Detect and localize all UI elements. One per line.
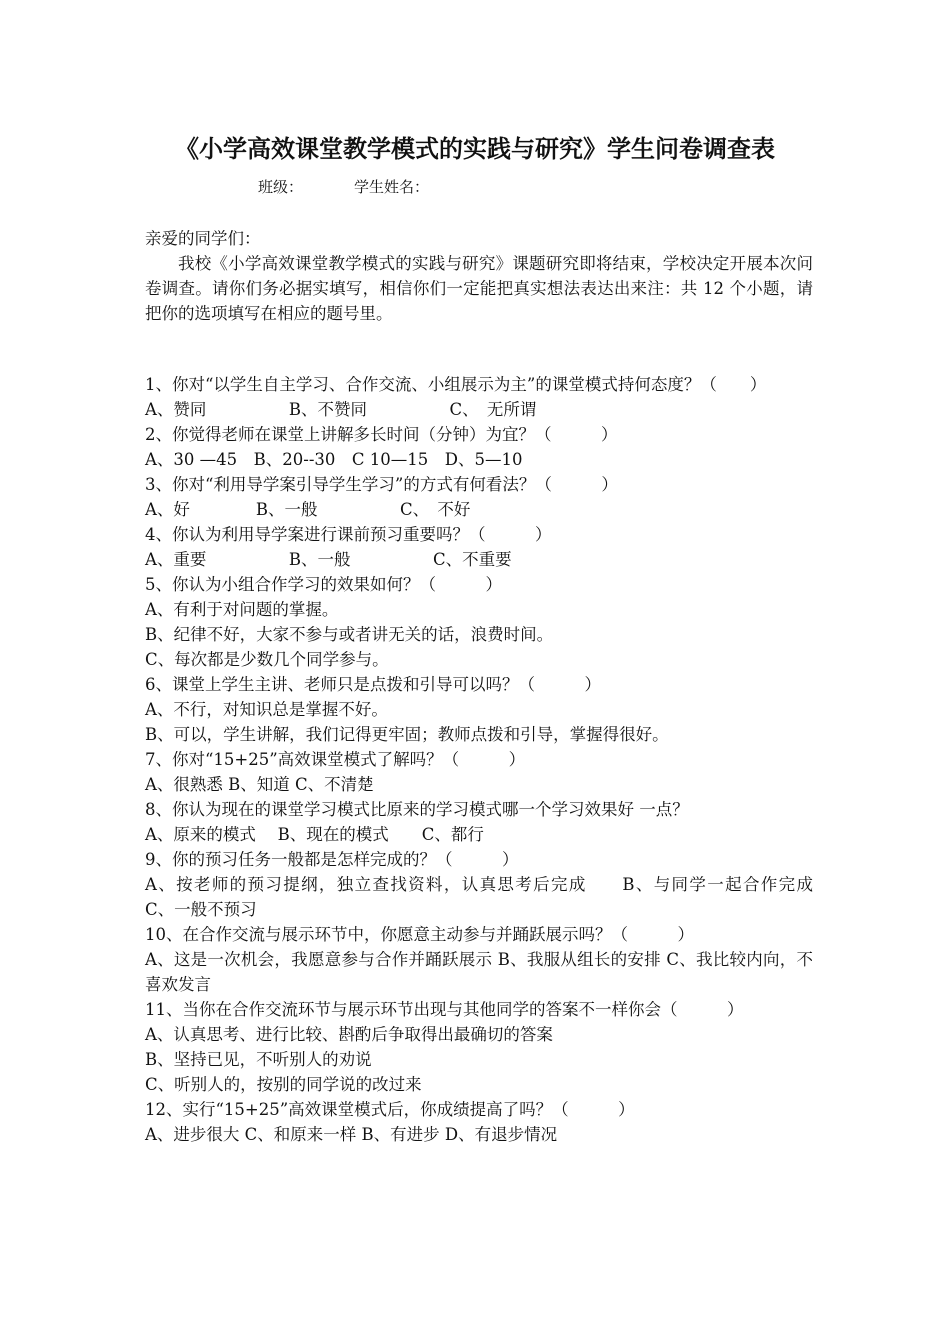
question-6: 6、课堂上学生主讲、老师只是点拨和引导可以吗？（ ） (145, 675, 601, 694)
question-3-options: A、好 B、一般 C、 不好 (145, 500, 471, 519)
question-8: 8、你认为现在的课堂学习模式比原来的学习模式哪一个学习效果好 一点？ (145, 800, 689, 819)
question-7: 7、你对“15+25”高效课堂模式了解吗？（ ） (145, 750, 526, 769)
question-2-options: A、30 —45 B、20--30 C 10—15 D、5—10 (145, 450, 523, 469)
question-11-option-a: A、认真思考、进行比较、斟酌后争取得出最确切的答案 (145, 1025, 553, 1044)
question-1-options: A、赞同 B、不赞同 C、 无所谓 (145, 400, 537, 419)
question-7-options: A、很熟悉 B、知道 C、不清楚 (145, 775, 374, 794)
class-label: 班级： (258, 178, 304, 196)
question-6-option-b: B、可以，学生讲解，我们记得更牢固；教师点拨和引导，掌握得很好。 (145, 725, 669, 744)
question-1: 1、你对“以学生自主学习、合作交流、小组展示为主”的课堂模式持何态度？（ ） (145, 375, 767, 394)
intro-paragraph: 我校《小学高效课堂教学模式的实践与研究》课题研究即将结束，学校决定开展本次问卷调查。请你们务必据实填写，相信你们一定能把真实想法表达出来注：共 12 个小题，请把你的选项填写在相应的题号里。 (145, 254, 813, 323)
question-9-options: A、按老师的预习提纲，独立查找资料，认真思考后完成 B、与同学一起合作完成 C、一般不预习 (145, 875, 846, 919)
question-8-options: A、原来的模式 B、现在的模式 C、都行 (145, 825, 484, 844)
question-10: 10、在合作交流与展示环节中，你愿意主动参与并踊跃展示吗？（ ） (145, 925, 694, 944)
intro-section (145, 226, 813, 326)
question-12: 12、实行“15+25”高效课堂模式后，你成绩提高了吗？（ ） (145, 1100, 635, 1119)
survey-title: 《小学高效课堂教学模式的实践与研究》学生问卷调查表 (175, 134, 775, 163)
question-5: 5、你认为小组合作学习的效果如何？（ ） (145, 575, 502, 594)
question-11-option-c: C、听别人的，按别的同学说的改过来 (145, 1075, 422, 1094)
greeting: 亲爱的同学们： (145, 229, 261, 248)
question-10-options: A、这是一次机会，我愿意参与合作并踊跃展示 B、我服从组长的安排 C、我比较内向，不喜欢发言 (145, 950, 813, 994)
question-4: 4、你认为利用导学案进行课前预习重要吗？（ ） (145, 525, 552, 544)
question-5-option-b: B、纪律不好，大家不参与或者讲无关的话，浪费时间。 (145, 625, 554, 644)
question-5-option-c: C、每次都是少数几个同学参与。 (145, 650, 389, 669)
question-6-option-a: A、不行，对知识总是掌握不好。 (145, 700, 388, 719)
question-9: 9、你的预习任务一般都是怎样完成的？（ ） (145, 850, 519, 869)
question-3: 3、你对“利用导学案引导学生学习”的方式有何看法？（ ） (145, 475, 618, 494)
question-12-options: A、进步很大 C、和原来一样 B、有进步 D、有退步情况 (145, 1125, 558, 1144)
question-list (145, 372, 846, 1147)
student-name-label: 学生姓名： (354, 178, 430, 196)
question-4-options: A、重要 B、一般 C、不重要 (145, 550, 512, 569)
question-11: 11、当你在合作交流环节与展示环节出现与其他同学的答案不一样你会（ ） (145, 1000, 744, 1019)
question-5-option-a: A、有利于对问题的掌握。 (145, 600, 339, 619)
question-11-option-b: B、坚持已见，不听别人的劝说 (145, 1050, 372, 1069)
question-2: 2、你觉得老师在课堂上讲解多长时间（分钟）为宜？（ ） (145, 425, 618, 444)
